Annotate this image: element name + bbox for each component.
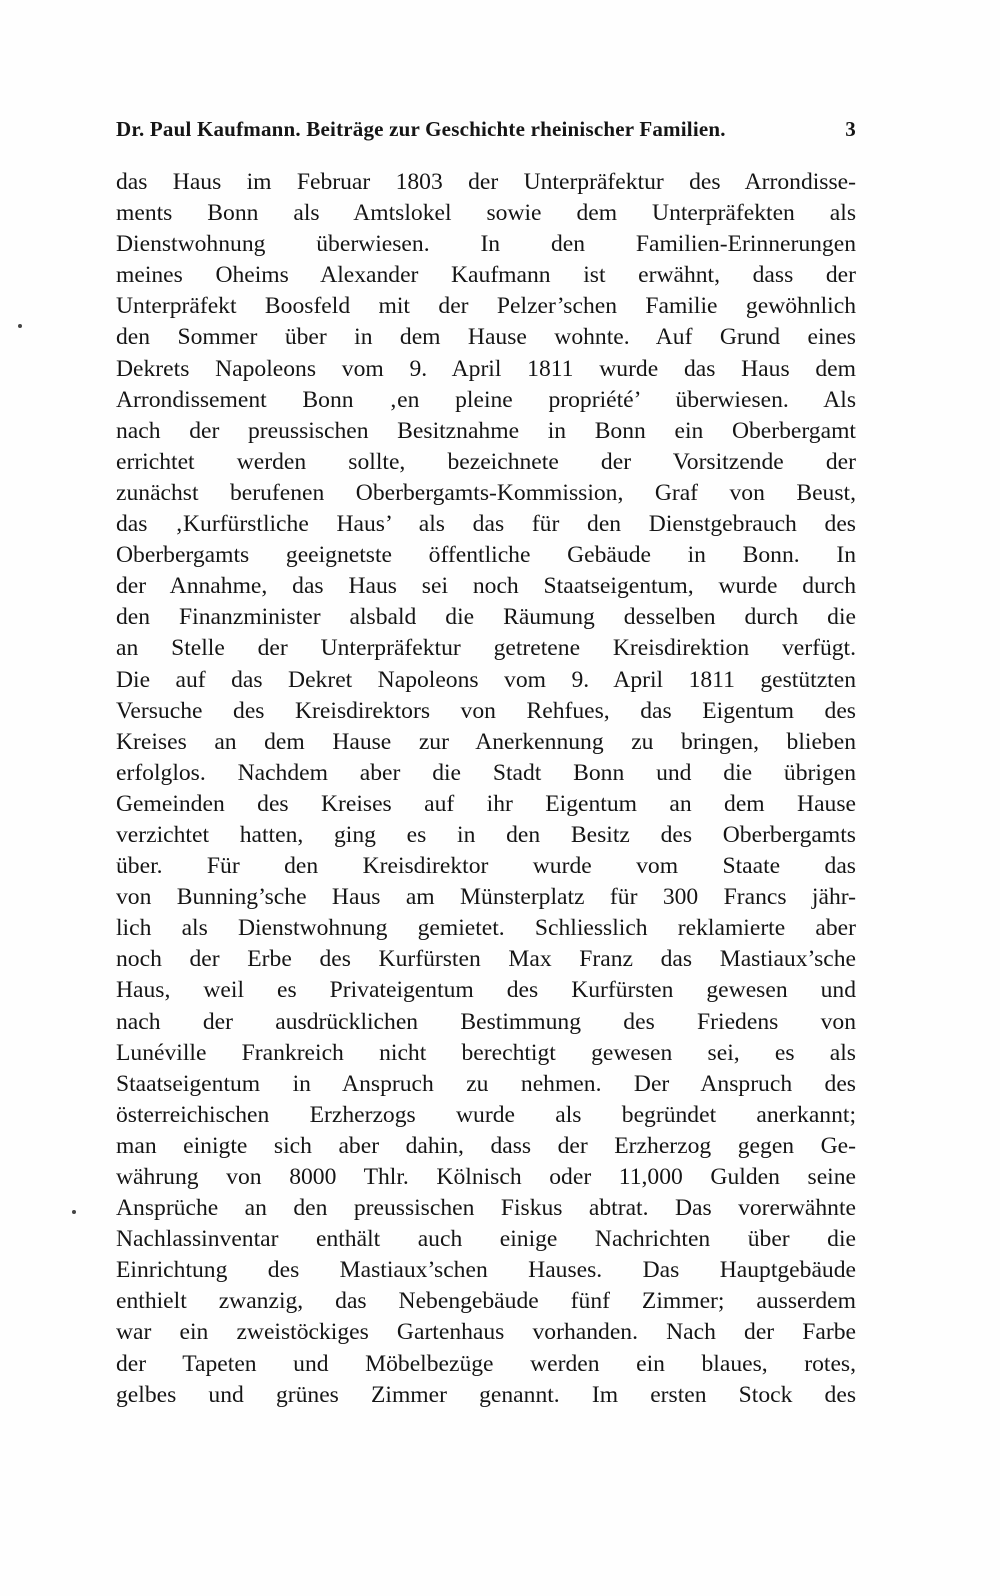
text-line: errichtet werden sollte, bezeichnete der Vorsitzende der — [116, 448, 856, 475]
running-head-title: Dr. Paul Kaufmann. Beiträge zur Geschichte rheinischer Familien. — [116, 117, 726, 141]
text-line: an Stelle der Unterpräfektur getretene Kreisdirektion verfügt. — [116, 635, 856, 662]
body-text — [116, 167, 856, 1411]
text-line: Ansprüche an den preussischen Fiskus abtrat. Das vorerwähnte — [116, 1195, 856, 1222]
text-line: Dienstwohnung überwiesen. In den Familien-Erinnerungen — [116, 231, 856, 258]
text-line: Versuche des Kreisdirektors von Rehfues, das Eigentum des — [116, 697, 856, 724]
text-line: Dekrets Napoleons vom 9. April 1811 wurde das Haus dem — [116, 355, 856, 382]
text-line: Gemeinden des Kreises auf ihr Eigentum an dem Hause — [116, 790, 856, 817]
text-line: währung von 8000 Thlr. Kölnisch oder 11,000 Gulden seine — [116, 1164, 856, 1190]
text-line: enthielt zwanzig, das Nebengebäude fünf Zimmer; ausserdem — [116, 1288, 856, 1315]
margin-mark — [72, 1210, 76, 1214]
text-line: noch der Erbe des Kurfürsten Max Franz das Mastiaux’sche — [116, 946, 856, 973]
text-line: Lunéville Frankreich nicht berechtigt gewesen sei, es als — [116, 1039, 856, 1066]
text-line: der Annahme, das Haus sei noch Staatseigentum, wurde durch — [116, 573, 856, 600]
text-line: von Bunning’sche Haus am Münsterplatz für 300 Francs jähr- — [116, 884, 856, 911]
text-line: gelbes und grünes Zimmer genannt. Im ersten Stock des — [116, 1381, 856, 1408]
page-number: 3 — [845, 117, 856, 141]
text-line: lich als Dienstwohnung gemietet. Schliesslich reklamierte aber — [116, 915, 856, 942]
margin-mark — [18, 324, 22, 328]
text-line: Die auf das Dekret Napoleons vom 9. April 1811 gestützten — [116, 666, 856, 693]
text-line: nach der ausdrücklichen Bestimmung des Friedens von — [116, 1008, 856, 1035]
text-line: Staatseigentum in Anspruch zu nehmen. Der Anspruch des — [116, 1070, 856, 1097]
text-line: den Sommer über in dem Hause wohnte. Auf Grund eines — [116, 324, 856, 351]
text-line: verzichtet hatten, ging es in den Besitz des Oberbergamts — [116, 821, 856, 848]
text-line: den Finanzminister alsbald die Räumung desselben durch die — [116, 604, 856, 631]
text-line: meines Oheims Alexander Kaufmann ist erwähnt, dass der — [116, 262, 856, 289]
text-line: österreichischen Erzherzogs wurde als begründet anerkannt; — [116, 1101, 856, 1128]
text-line: erfolglos. Nachdem aber die Stadt Bonn und die übrigen — [116, 759, 856, 786]
text-line: Oberbergamts geeignetste öffentliche Gebäude in Bonn. In — [116, 542, 856, 569]
text-line: Haus, weil es Privateigentum des Kurfürsten gewesen und — [116, 977, 856, 1004]
text-line: der Tapeten und Möbelbezüge werden ein blaues, rotes, — [116, 1350, 856, 1377]
text-line: war ein zweistöckiges Gartenhaus vorhanden. Nach der Farbe — [116, 1319, 856, 1346]
text-line: Arrondissement Bonn ‚en pleine propriété’ überwiesen. Als — [116, 386, 856, 413]
text-line: nach der preussischen Besitznahme in Bonn ein Oberbergamt — [116, 417, 856, 444]
text-line: Unterpräfekt Boosfeld mit der Pelzer’schen Familie gewöhnlich — [116, 293, 856, 320]
text-line: über. Für den Kreisdirektor wurde vom Staate das — [116, 853, 856, 880]
running-head — [116, 113, 856, 145]
text-line: das Haus im Februar 1803 der Unterpräfektur des Arrondisse- — [116, 169, 856, 195]
text-line: man einigte sich aber dahin, dass der Erzherzog gegen Ge- — [116, 1132, 856, 1159]
text-line: Nachlassinventar enthält auch einige Nachrichten über die — [116, 1226, 856, 1253]
text-line: Einrichtung des Mastiaux’schen Hauses. Das Hauptgebäude — [116, 1257, 856, 1284]
text-line: Kreises an dem Hause zur Anerkennung zu bringen, blieben — [116, 728, 856, 755]
text-line: zunächst berufenen Oberbergamts-Kommission, Graf von Beust, — [116, 479, 856, 506]
text-line: ments Bonn als Amtslokel sowie dem Unterpräfekten als — [116, 200, 856, 227]
text-line: das ‚Kurfürstliche Haus’ als das für den Dienstgebrauch des — [116, 511, 856, 538]
